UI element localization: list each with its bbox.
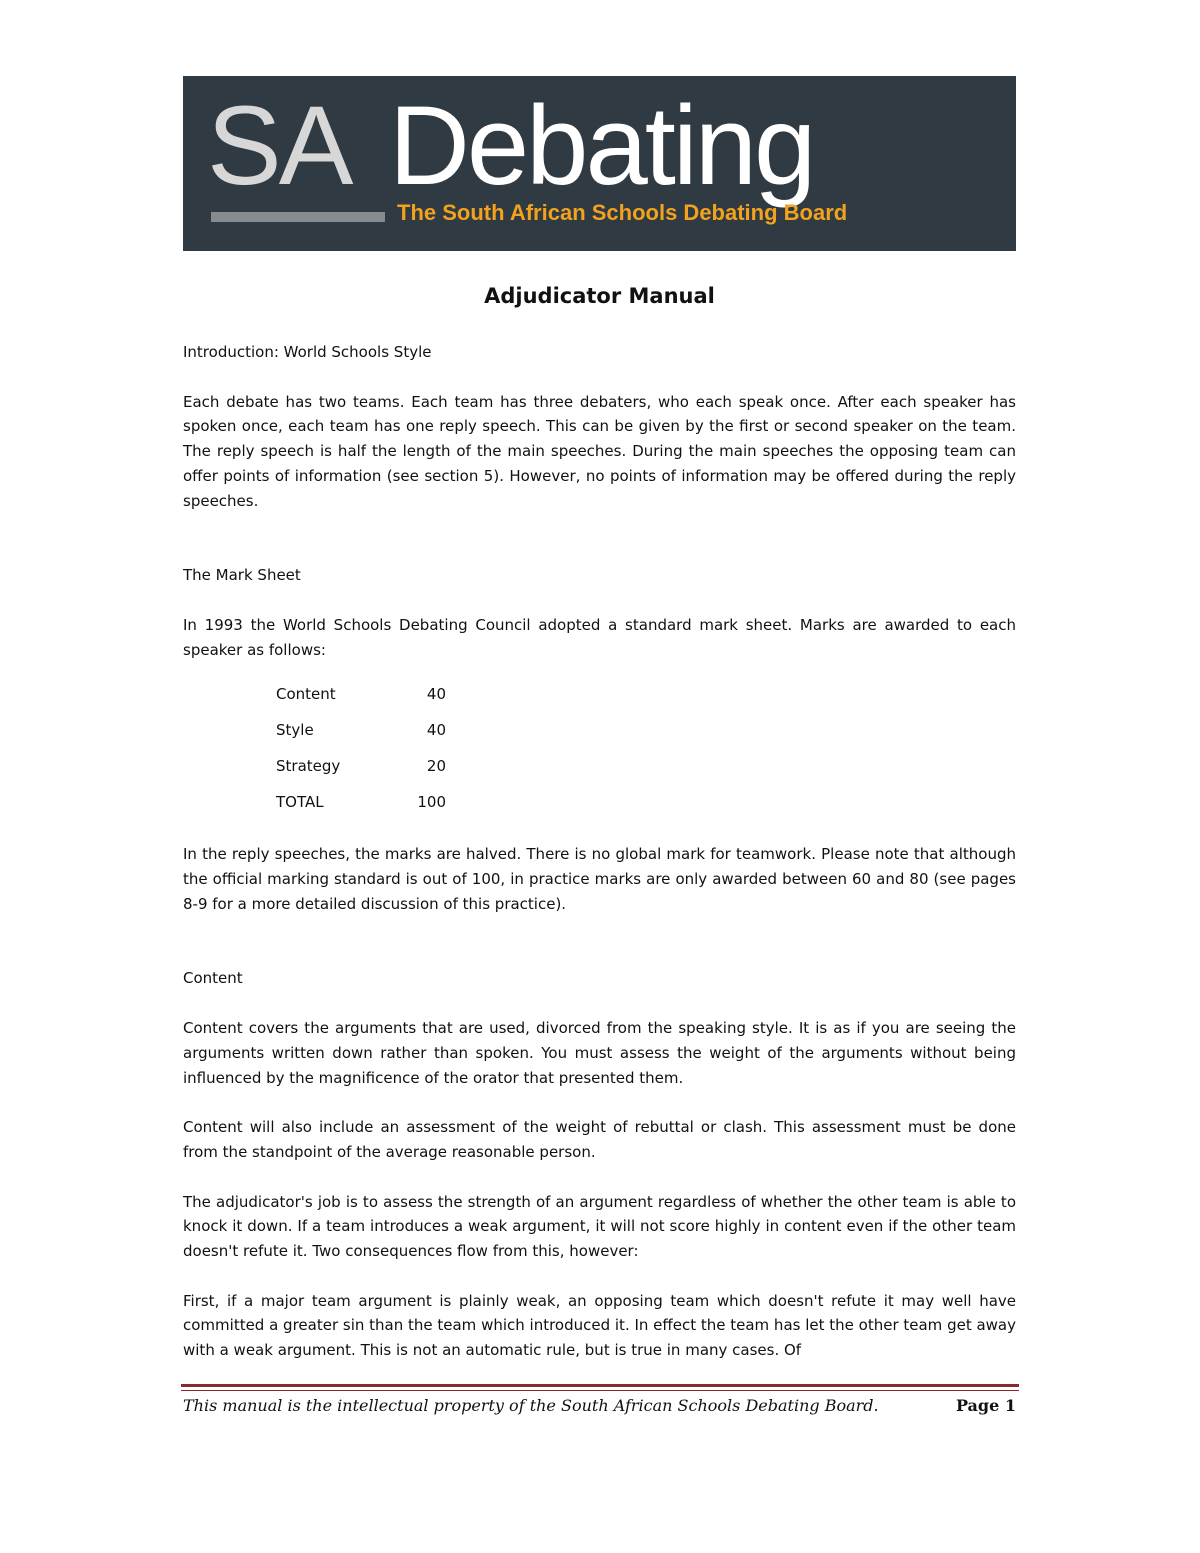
marks-value: 40 [426,720,446,739]
document-body [183,280,1016,1388]
logo-subtitle: The South African Schools Debating Board [397,200,848,225]
page-title: Adjudicator Manual [484,284,715,308]
intro-heading: Introduction: World Schools Style [183,343,432,361]
logo-sa-text: SA [207,83,351,208]
marks-label: Content [276,684,336,703]
marks-value: 100 [417,792,446,811]
spacer [183,941,1016,966]
marks-label: Strategy [276,756,341,775]
spacer [183,538,1016,563]
marks-value: 40 [426,684,446,703]
table-row [276,748,446,784]
intro-paragraph: Each debate has two teams. Each team has three debaters, who each speak once. After each speaker has spoken once, each team has one reply speech. This can be given by the first or second speaker on the team. The reply speech is half the length of the main speeches. During the main speeches the opposing team can offer points of information (see section 5). However, no points of information may be offered during the reply speeches. [183,392,1016,510]
content-paragraph: The adjudicator's job is to assess the strength of an argument regardless of whether the other team is able to knock it down. If a team introduces a weak argument, it will not score highly in content even if the other team doesn't refute it. Two consequences flow from this, however: [183,1192,1016,1261]
table-row [276,676,446,712]
marks-note-paragraph: In the reply speeches, the marks are halved. There is no global mark for teamwork. Please note that although the official marking standard is out of 100, in practice marks are only awarded between 60 and 80 (see pages 8-9 for a more detailed discussion of this practice). [183,845,1016,913]
footer-rule-thin [181,1390,1019,1391]
marks-label: Style [276,720,314,739]
table-row [276,784,446,820]
content-paragraph: Content will also include an assessment of the weight of rebuttal or clash. This assessment must be done from the standpoint of the average reasonable person. [183,1118,1016,1161]
marks-table [276,676,446,820]
footer-copyright-note: This manual is the intellectual property of the South African Schools Debating Board. [183,1396,879,1415]
footer-rule-thick [181,1384,1019,1387]
logo-debating-text: Debating [389,83,814,208]
logo-grey-bar [211,212,385,222]
mark-sheet-paragraph: In 1993 the World Schools Debating Council adopted a standard mark sheet. Marks are awarded to each speaker as follows: [183,615,1016,659]
marks-value: 20 [426,756,446,775]
marks-label: TOTAL [276,792,324,811]
content-heading: Content [183,969,243,988]
footer-page-number: Page 1 [955,1396,1016,1415]
content-paragraph: First, if a major team argument is plainly weak, an opposing team which doesn't refute it may well have committed a greater sin than the team which introduced it. In effect the team has let the other team get away with a weak argument. This is not an automatic rule, but is true in many cases. Of [183,1291,1016,1360]
sa-debating-logo-banner [183,76,1016,251]
mark-sheet-heading: The Mark Sheet [183,566,301,585]
content-paragraph: Content covers the arguments that are used, divorced from the speaking style. It is as if you are seeing the arguments written down rather than spoken. You must assess the weight of the arguments without being influenced by the magnificence of the orator that presented them. [183,1019,1016,1087]
table-row [276,712,446,748]
